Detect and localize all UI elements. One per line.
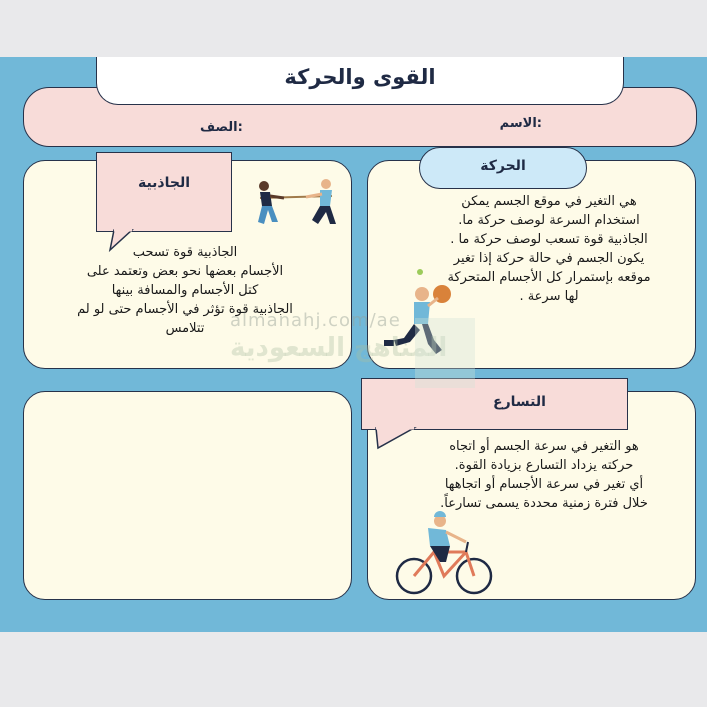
gravity-callout-tail (108, 230, 134, 252)
empty-panel (23, 391, 352, 600)
watermark-url: almanahj.com/ae (230, 310, 401, 331)
tug-of-war-illustration-icon (250, 176, 342, 234)
worksheet-title: القوى والحركة (284, 65, 436, 89)
acceleration-heading-callout (361, 378, 628, 430)
acceleration-heading: التسارع (493, 394, 546, 410)
title-tab (96, 57, 624, 105)
gravity-heading-callout (96, 152, 232, 232)
gravity-heading: الجاذبية (137, 175, 191, 191)
name-field-label: الاسم: (499, 116, 542, 131)
motion-heading-pill (419, 147, 587, 189)
motion-text: هي التغير في موقع الجسم يمكن استخدام السرعة لوصف حركة ما. الجاذبية قوة تسعب لوصف حركة ما . يكون الجسم في حالة حركة إذا تغير موقعه بإستمرار كل الأجسام المتحركة لها سرعة . (447, 194, 651, 304)
cyclist-illustration-icon (394, 512, 494, 598)
acceleration-callout-tail (374, 428, 418, 450)
motion-heading: الحركة (480, 158, 526, 174)
class-field-label: الصف: (200, 120, 243, 135)
baseball-player-illustration-icon (380, 266, 460, 362)
watermark-name: المناهج السعودية (230, 333, 448, 363)
acceleration-text: هو التغير في سرعة الجسم أو اتجاه حركته يزداد التسارع بزيادة القوة. أي تغير في سرعة الأجسام أو اتجاهها خلال فترة زمنية محددة يسمى تسارعاً. (440, 439, 648, 511)
gravity-text: الجاذبية قوة تسحب الأجسام بعضها نحو بعض وتعتمد على كتل الأجسام والمسافة بينها الجاذبية قوة تؤثر في الأجسام حتى لو لم تتلامس (77, 245, 293, 336)
